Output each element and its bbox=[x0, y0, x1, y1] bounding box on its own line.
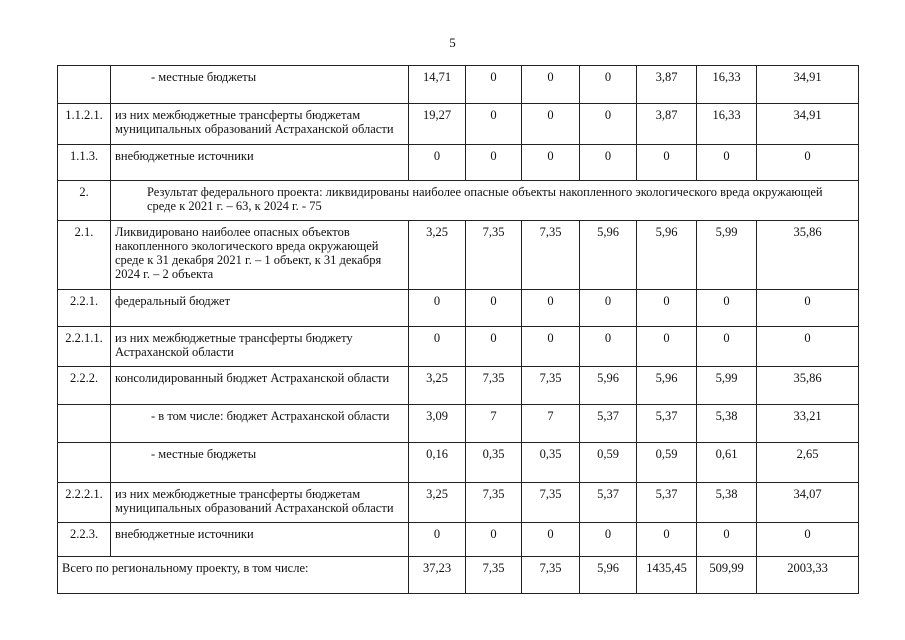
value-cell: 7,35 bbox=[466, 221, 522, 290]
row-label: из них межбюджетные трансферты бюджетам муниципальных образований Астраханской области bbox=[111, 104, 409, 145]
value-cell: 0 bbox=[697, 327, 757, 367]
row-code: 2.1. bbox=[58, 221, 111, 290]
value-cell: 0 bbox=[637, 523, 697, 557]
total-value-cell: 509,99 bbox=[697, 557, 757, 594]
value-cell: 0 bbox=[637, 290, 697, 327]
table-row bbox=[58, 66, 859, 104]
value-cell: 0 bbox=[522, 290, 580, 327]
value-cell: 0 bbox=[522, 145, 580, 181]
value-cell: 3,87 bbox=[637, 104, 697, 145]
value-cell: 0 bbox=[522, 523, 580, 557]
value-cell: 16,33 bbox=[697, 66, 757, 104]
row-label: - местные бюджеты bbox=[111, 443, 409, 483]
value-cell: 0,16 bbox=[409, 443, 466, 483]
value-cell: 0 bbox=[522, 66, 580, 104]
row-label: консолидированный бюджет Астраханской области bbox=[111, 367, 409, 405]
total-value-cell: 7,35 bbox=[466, 557, 522, 594]
table-row bbox=[58, 367, 859, 405]
table-row bbox=[58, 327, 859, 367]
budget-table bbox=[57, 65, 859, 594]
value-cell: 5,37 bbox=[580, 405, 637, 443]
row-label: - в том числе: бюджет Астраханской области bbox=[111, 405, 409, 443]
value-cell: 0,59 bbox=[580, 443, 637, 483]
value-cell: 5,99 bbox=[697, 221, 757, 290]
value-cell: 3,25 bbox=[409, 483, 466, 523]
total-label: Всего по региональному проекту, в том числе: bbox=[58, 557, 409, 594]
table-row bbox=[58, 443, 859, 483]
table-row bbox=[58, 405, 859, 443]
value-cell: 0 bbox=[466, 290, 522, 327]
row-label: из них межбюджетные трансферты бюджетам муниципальных образований Астраханской области bbox=[111, 483, 409, 523]
value-cell: 7,35 bbox=[522, 367, 580, 405]
value-cell: 0 bbox=[409, 523, 466, 557]
page-number: 5 bbox=[449, 35, 456, 50]
row-code: 1.1.2.1. bbox=[58, 104, 111, 145]
table-row bbox=[58, 221, 859, 290]
total-value-cell: 2003,33 bbox=[757, 557, 859, 594]
value-cell: 0 bbox=[580, 523, 637, 557]
value-cell: 0 bbox=[637, 327, 697, 367]
value-cell: 0 bbox=[757, 523, 859, 557]
value-cell: 3,09 bbox=[409, 405, 466, 443]
total-value-cell: 1435,45 bbox=[637, 557, 697, 594]
value-cell: 0 bbox=[409, 290, 466, 327]
row-code bbox=[58, 66, 111, 104]
value-cell: 34,07 bbox=[757, 483, 859, 523]
value-cell: 0 bbox=[697, 290, 757, 327]
value-cell: 0 bbox=[466, 523, 522, 557]
value-cell: 14,71 bbox=[409, 66, 466, 104]
value-cell: 3,25 bbox=[409, 367, 466, 405]
value-cell: 5,96 bbox=[580, 221, 637, 290]
row-code: 2.2.2. bbox=[58, 367, 111, 405]
row-code: 2.2.1.1. bbox=[58, 327, 111, 367]
total-value-cell: 37,23 bbox=[409, 557, 466, 594]
value-cell: 0 bbox=[466, 145, 522, 181]
table-row bbox=[58, 483, 859, 523]
value-cell: 0,35 bbox=[522, 443, 580, 483]
value-cell: 5,96 bbox=[637, 221, 697, 290]
value-cell: 0,59 bbox=[637, 443, 697, 483]
value-cell: 0,35 bbox=[466, 443, 522, 483]
value-cell: 0 bbox=[522, 104, 580, 145]
value-cell: 3,25 bbox=[409, 221, 466, 290]
value-cell: 19,27 bbox=[409, 104, 466, 145]
value-cell: 0 bbox=[580, 327, 637, 367]
table-row bbox=[58, 290, 859, 327]
value-cell: 5,38 bbox=[697, 483, 757, 523]
table-body bbox=[58, 66, 859, 594]
value-cell: 0 bbox=[757, 290, 859, 327]
total-row bbox=[58, 557, 859, 594]
value-cell: 5,37 bbox=[637, 405, 697, 443]
row-label: Ликвидировано наиболее опасных объектов накопленного экологического вреда окружающей среде к 31 декабря 2021 г. – 1 объект, к 31 декабря 2024 г. – 2 объекта bbox=[111, 221, 409, 290]
value-cell: 16,33 bbox=[697, 104, 757, 145]
table-row bbox=[58, 181, 859, 221]
value-cell: 3,87 bbox=[637, 66, 697, 104]
value-cell: 0 bbox=[466, 327, 522, 367]
value-cell: 0 bbox=[580, 145, 637, 181]
row-code: 2.2.3. bbox=[58, 523, 111, 557]
row-code bbox=[58, 443, 111, 483]
value-cell: 7,35 bbox=[466, 367, 522, 405]
value-cell: 0 bbox=[757, 145, 859, 181]
table-row bbox=[58, 104, 859, 145]
value-cell: 5,38 bbox=[697, 405, 757, 443]
row-label: внебюджетные источники bbox=[111, 145, 409, 181]
value-cell: 5,99 bbox=[697, 367, 757, 405]
value-cell: 0 bbox=[522, 327, 580, 367]
value-cell: 35,86 bbox=[757, 367, 859, 405]
value-cell: 0 bbox=[757, 327, 859, 367]
value-cell: 7,35 bbox=[522, 483, 580, 523]
value-cell: 35,86 bbox=[757, 221, 859, 290]
value-cell: 5,96 bbox=[637, 367, 697, 405]
value-cell: 0 bbox=[580, 104, 637, 145]
value-cell: 5,37 bbox=[637, 483, 697, 523]
value-cell: 0 bbox=[697, 523, 757, 557]
table-row bbox=[58, 523, 859, 557]
value-cell: 0 bbox=[466, 104, 522, 145]
value-cell: 5,96 bbox=[580, 367, 637, 405]
value-cell: 33,21 bbox=[757, 405, 859, 443]
value-cell: 0,61 bbox=[697, 443, 757, 483]
value-cell: 0 bbox=[409, 327, 466, 367]
row-code bbox=[58, 405, 111, 443]
row-code: 1.1.3. bbox=[58, 145, 111, 181]
table-row bbox=[58, 145, 859, 181]
value-cell: 7,35 bbox=[466, 483, 522, 523]
value-cell: 7,35 bbox=[522, 221, 580, 290]
value-cell: 34,91 bbox=[757, 66, 859, 104]
value-cell: 0 bbox=[466, 66, 522, 104]
section-header: Результат федерального проекта: ликвидированы наиболее опасные объекты накопленного экологического вреда окружающей среде к 2021 г. – 63, к 2024 г. - 75 bbox=[111, 181, 859, 221]
row-code: 2. bbox=[58, 181, 111, 221]
value-cell: 0 bbox=[409, 145, 466, 181]
value-cell: 0 bbox=[580, 290, 637, 327]
value-cell: 2,65 bbox=[757, 443, 859, 483]
value-cell: 34,91 bbox=[757, 104, 859, 145]
value-cell: 5,37 bbox=[580, 483, 637, 523]
row-code: 2.2.2.1. bbox=[58, 483, 111, 523]
value-cell: 0 bbox=[697, 145, 757, 181]
row-label: - местные бюджеты bbox=[111, 66, 409, 104]
row-code: 2.2.1. bbox=[58, 290, 111, 327]
row-label: из них межбюджетные трансферты бюджету Астраханской области bbox=[111, 327, 409, 367]
total-value-cell: 7,35 bbox=[522, 557, 580, 594]
value-cell: 7 bbox=[522, 405, 580, 443]
total-value-cell: 5,96 bbox=[580, 557, 637, 594]
row-label: федеральный бюджет bbox=[111, 290, 409, 327]
row-label: внебюджетные источники bbox=[111, 523, 409, 557]
value-cell: 0 bbox=[580, 66, 637, 104]
value-cell: 7 bbox=[466, 405, 522, 443]
value-cell: 0 bbox=[637, 145, 697, 181]
